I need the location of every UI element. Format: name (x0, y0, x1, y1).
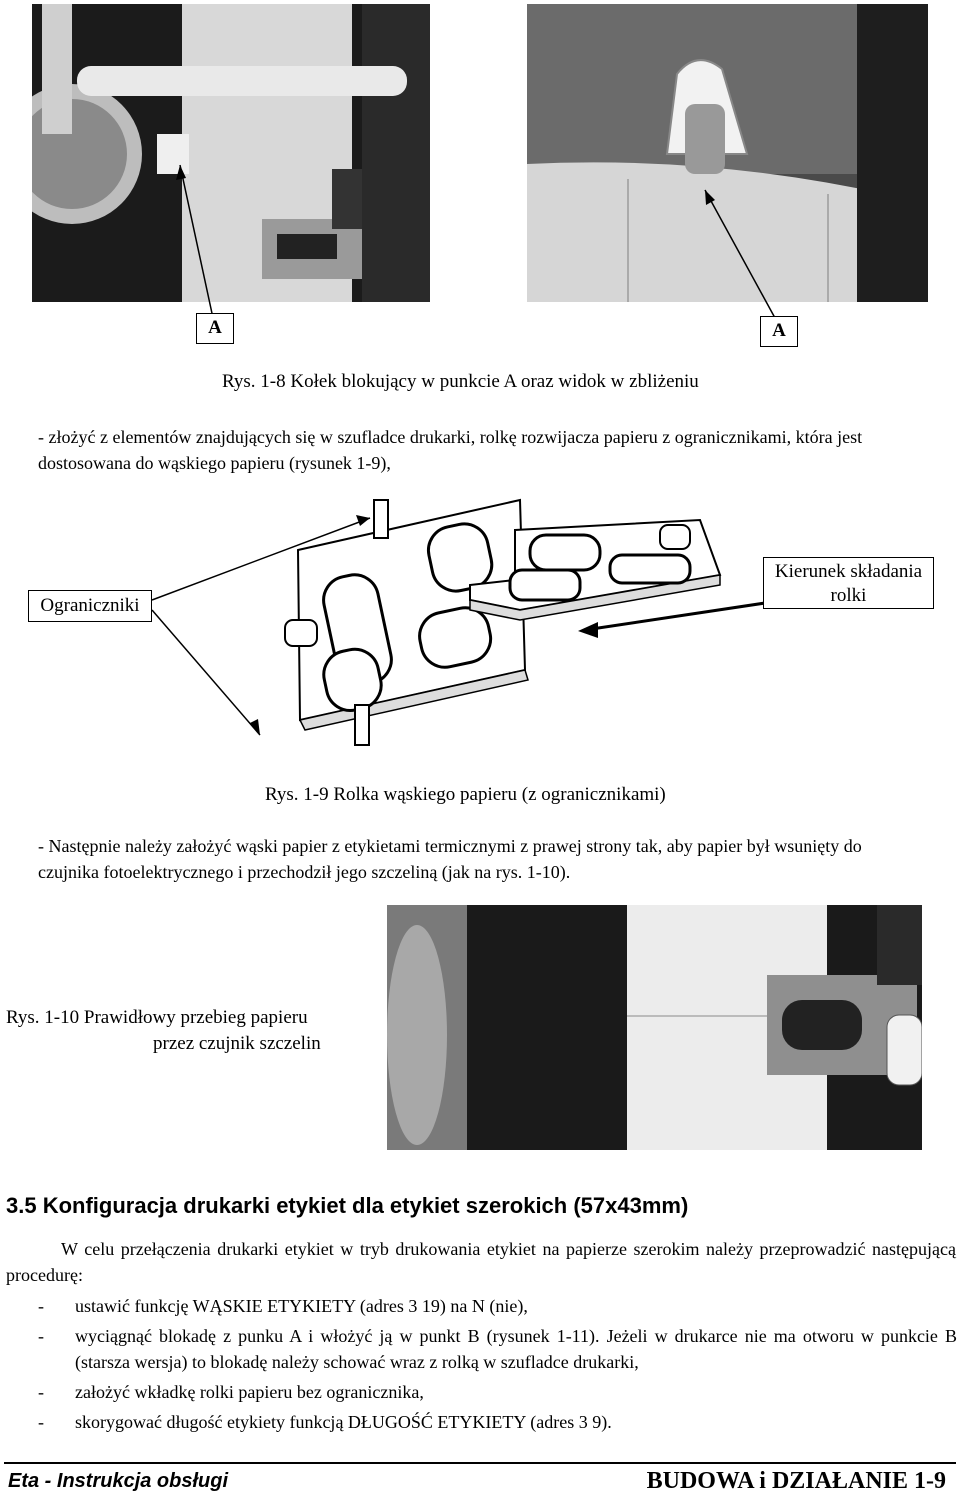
procedure-item-4 (38, 1409, 958, 1435)
figure-1-8-caption: Rys. 1-8 Kołek blokujący w punkcie A oraz widok w zbliżeniu (222, 371, 699, 392)
footer-section-page: BUDOWA i DZIAŁANIE 1-9 (646, 1468, 946, 1494)
paragraph-insert-paper: - Następnie należy założyć wąski papier z etykietami termicznymi z prawej strony tak, aby papier był wsunięty do czujnika fotoelektrycznego i przechodził jego szczeliną (jak na rys. 1-10). (38, 836, 862, 882)
footer-doc-title: Eta - Instrukcja obsługi (8, 1470, 229, 1492)
list-dash: - (38, 1326, 44, 1346)
procedure-item-4-text: skorygować długość etykiety funkcją DŁUGOŚĆ ETYKIETY (adres 3 9). (75, 1412, 612, 1432)
figure-1-9-label-limiters (28, 590, 152, 622)
limiters-text: Ograniczniki (40, 595, 140, 616)
paragraph-narrow-roll: - złożyć z elementów znajdujących się w szufladce drukarki, rolkę rozwijacza papieru z ogranicznikami, która jest dostosowana do wąskiego papieru (rysunek 1-9), (38, 427, 863, 473)
figure-1-8-label-a-left: A (196, 313, 234, 344)
list-dash: - (38, 1382, 44, 1402)
section-intro-text: W celu przełączenia drukarki etykiet w tryb drukowania etykiet na papierze szerokim należy przeprowadzić następującą procedurę: (6, 1239, 956, 1285)
direction-text-line1: Kierunek składania (774, 561, 923, 582)
figure-1-8-label-a-right: A (760, 316, 798, 347)
figure-1-10-caption-line2: przez czujnik szczelin (153, 1033, 321, 1054)
procedure-item-3-text: założyć wkładkę rolki papieru bez ogranicznika, (75, 1382, 424, 1402)
list-dash: - (38, 1296, 44, 1316)
procedure-item-1-text: ustawić funkcję WĄSKIE ETYKIETY (adres 3 19) na N (nie), (75, 1296, 528, 1316)
procedure-item-3 (38, 1379, 958, 1405)
figure-1-10-photo (387, 905, 922, 1150)
section-intro (6, 1236, 956, 1288)
figure-1-9-roll-drawing (0, 490, 960, 770)
list-dash: - (38, 1412, 44, 1432)
figure-1-9-caption: Rys. 1-9 Rolka wąskiego papieru (z ogranicznikami) (265, 784, 666, 805)
figure-1-8-pointers (0, 0, 960, 360)
procedure-item-2 (38, 1323, 958, 1375)
procedure-item-2-text: wyciągnąć blokadę z punku A i włożyć ją w punkt B (rysunek 1-11). Jeżeli w drukarce nie ma otworu w punkcie B (starsza wersja) to blokadę należy schować wraz z rolką w szufladce drukarki, (75, 1326, 957, 1372)
figure-1-10-caption-line1: Rys. 1-10 Prawidłowy przebieg papieru (6, 1007, 308, 1028)
direction-text-line2: rolki (830, 585, 867, 606)
footer-rule (4, 1462, 956, 1464)
paper-path-sensor-photo (387, 905, 922, 1150)
figure-1-9-label-direction (763, 557, 934, 609)
section-heading: 3.5 Konfiguracja drukarki etykiet dla etykiet szerokich (57x43mm) (6, 1193, 689, 1218)
procedure-item-1 (38, 1293, 958, 1319)
